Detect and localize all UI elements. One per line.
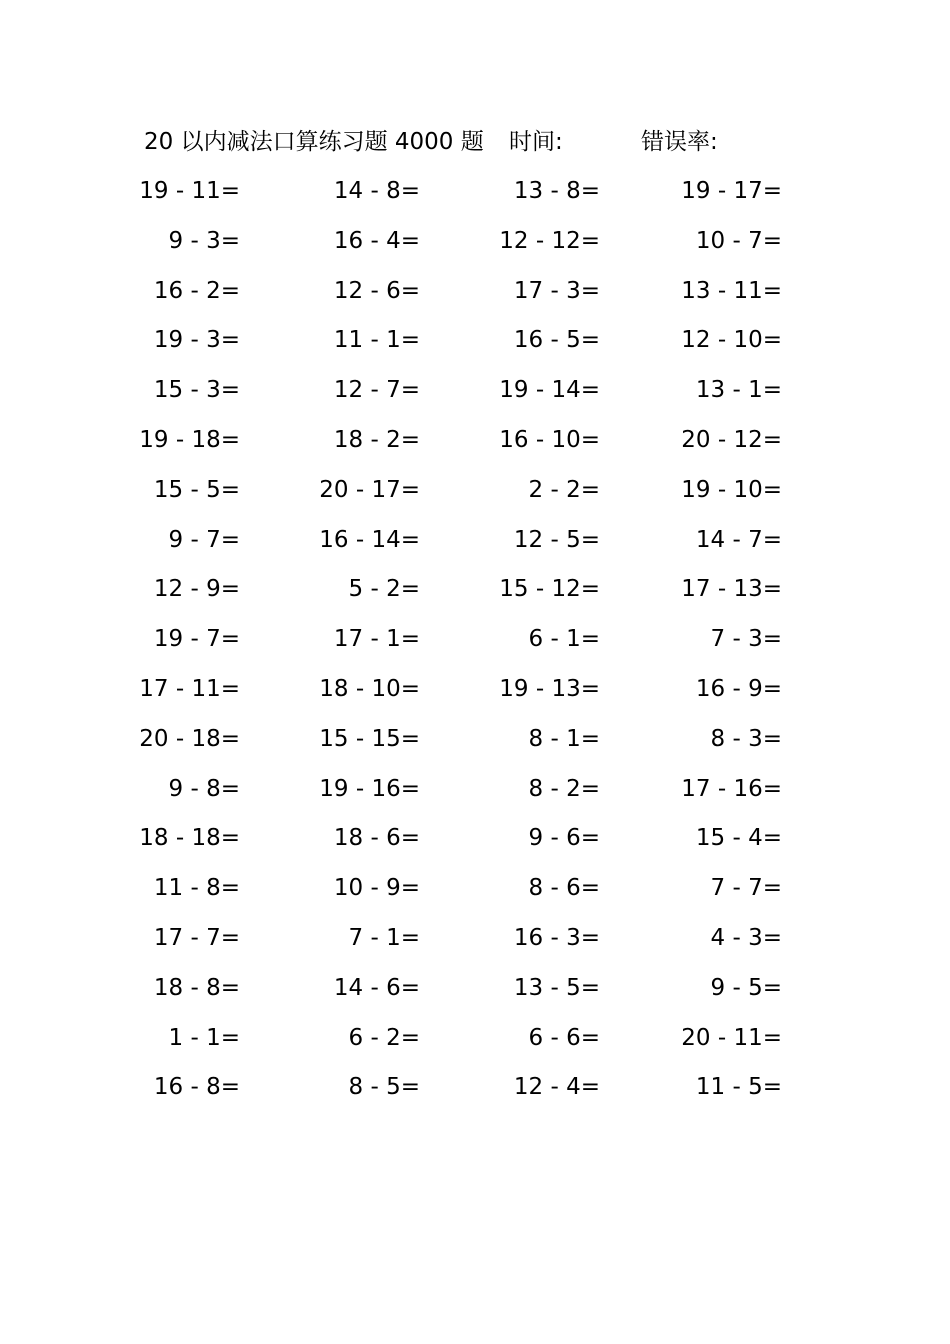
problem-row bbox=[0, 671, 950, 721]
subtraction-problem: 20 - 18= bbox=[139, 725, 240, 752]
subtraction-problem: 17 - 7= bbox=[153, 924, 240, 951]
subtraction-problem: 15 - 5= bbox=[153, 476, 240, 503]
subtraction-problem: 16 - 9= bbox=[695, 675, 782, 702]
problem-row bbox=[0, 372, 950, 422]
subtraction-problem: 9 - 3= bbox=[168, 227, 240, 254]
problem-row bbox=[0, 920, 950, 970]
subtraction-problem: 19 - 16= bbox=[319, 775, 420, 802]
subtraction-problem: 12 - 7= bbox=[333, 377, 420, 404]
problem-row bbox=[0, 522, 950, 572]
worksheet-header bbox=[0, 124, 950, 160]
subtraction-problem: 8 - 2= bbox=[528, 775, 600, 802]
problem-row bbox=[0, 472, 950, 522]
subtraction-problem: 16 - 3= bbox=[513, 924, 600, 951]
subtraction-problem: 16 - 5= bbox=[513, 327, 600, 354]
subtraction-problem: 6 - 2= bbox=[348, 1024, 420, 1051]
subtraction-problem: 18 - 8= bbox=[153, 974, 240, 1001]
subtraction-problem: 18 - 10= bbox=[319, 675, 420, 702]
subtraction-problem: 18 - 6= bbox=[333, 825, 420, 852]
problem-row bbox=[0, 721, 950, 771]
subtraction-problem: 12 - 5= bbox=[513, 526, 600, 553]
problem-row bbox=[0, 1069, 950, 1119]
subtraction-problem: 9 - 8= bbox=[168, 775, 240, 802]
subtraction-problem: 19 - 3= bbox=[153, 327, 240, 354]
subtraction-problem: 12 - 10= bbox=[681, 327, 782, 354]
subtraction-problem: 8 - 1= bbox=[528, 725, 600, 752]
subtraction-problem: 9 - 6= bbox=[528, 825, 600, 852]
problem-row bbox=[0, 223, 950, 273]
subtraction-problem: 17 - 3= bbox=[513, 277, 600, 304]
subtraction-problem: 17 - 16= bbox=[681, 775, 782, 802]
subtraction-problem: 19 - 17= bbox=[681, 178, 782, 204]
subtraction-problem: 19 - 7= bbox=[153, 626, 240, 653]
subtraction-problem: 16 - 2= bbox=[153, 277, 240, 304]
problem-row bbox=[0, 571, 950, 621]
subtraction-problem: 16 - 14= bbox=[319, 526, 420, 553]
problem-row bbox=[0, 422, 950, 472]
problem-row bbox=[0, 870, 950, 920]
subtraction-problem: 9 - 7= bbox=[168, 526, 240, 553]
subtraction-problem: 16 - 8= bbox=[153, 1074, 240, 1101]
subtraction-problem: 8 - 6= bbox=[528, 875, 600, 902]
subtraction-problem: 11 - 5= bbox=[695, 1074, 782, 1101]
subtraction-problem: 10 - 7= bbox=[695, 227, 782, 254]
subtraction-problem: 7 - 7= bbox=[710, 875, 782, 902]
subtraction-problem: 14 - 8= bbox=[333, 178, 420, 204]
problem-row bbox=[0, 820, 950, 870]
subtraction-problem: 12 - 4= bbox=[513, 1074, 600, 1101]
subtraction-problem: 7 - 3= bbox=[710, 626, 782, 653]
subtraction-problem: 13 - 8= bbox=[513, 178, 600, 204]
subtraction-problem: 19 - 11= bbox=[139, 178, 240, 204]
subtraction-problem: 12 - 9= bbox=[153, 576, 240, 603]
problem-row bbox=[0, 970, 950, 1020]
subtraction-problem: 11 - 8= bbox=[153, 875, 240, 902]
subtraction-problem: 20 - 17= bbox=[319, 476, 420, 503]
problem-row bbox=[0, 322, 950, 372]
subtraction-problem: 12 - 6= bbox=[333, 277, 420, 304]
subtraction-problem: 16 - 4= bbox=[333, 227, 420, 254]
error-rate-label: 错误率: bbox=[641, 129, 718, 155]
time-label: 时间: bbox=[509, 129, 563, 155]
subtraction-problem: 20 - 12= bbox=[681, 426, 782, 453]
subtraction-problem: 10 - 9= bbox=[333, 875, 420, 902]
subtraction-problem: 19 - 10= bbox=[681, 476, 782, 503]
subtraction-problem: 17 - 11= bbox=[139, 675, 240, 702]
problem-row bbox=[0, 273, 950, 323]
problem-row bbox=[0, 1020, 950, 1070]
subtraction-problem: 17 - 1= bbox=[333, 626, 420, 653]
subtraction-problem: 8 - 5= bbox=[348, 1074, 420, 1101]
subtraction-problem: 15 - 3= bbox=[153, 377, 240, 404]
subtraction-problem: 9 - 5= bbox=[710, 974, 782, 1001]
subtraction-problem: 15 - 12= bbox=[499, 576, 600, 603]
problem-row bbox=[0, 771, 950, 821]
subtraction-problem: 6 - 6= bbox=[528, 1024, 600, 1051]
problem-grid bbox=[0, 173, 950, 1119]
subtraction-problem: 8 - 3= bbox=[710, 725, 782, 752]
subtraction-problem: 13 - 5= bbox=[513, 974, 600, 1001]
subtraction-problem: 15 - 15= bbox=[319, 725, 420, 752]
subtraction-problem: 14 - 6= bbox=[333, 974, 420, 1001]
subtraction-problem: 12 - 12= bbox=[499, 227, 600, 254]
subtraction-problem: 19 - 18= bbox=[139, 426, 240, 453]
subtraction-problem: 17 - 13= bbox=[681, 576, 782, 603]
subtraction-problem: 2 - 2= bbox=[528, 476, 600, 503]
subtraction-problem: 4 - 3= bbox=[710, 924, 782, 951]
subtraction-problem: 18 - 2= bbox=[333, 426, 420, 453]
subtraction-problem: 1 - 1= bbox=[168, 1024, 240, 1051]
problem-row bbox=[0, 173, 950, 223]
subtraction-problem: 5 - 2= bbox=[348, 576, 420, 603]
subtraction-problem: 13 - 1= bbox=[695, 377, 782, 404]
problem-row bbox=[0, 621, 950, 671]
subtraction-problem: 6 - 1= bbox=[528, 626, 600, 653]
subtraction-problem: 11 - 1= bbox=[333, 327, 420, 354]
subtraction-problem: 15 - 4= bbox=[695, 825, 782, 852]
subtraction-problem: 18 - 18= bbox=[139, 825, 240, 852]
subtraction-problem: 19 - 14= bbox=[499, 377, 600, 404]
subtraction-problem: 19 - 13= bbox=[499, 675, 600, 702]
worksheet-title: 20 以内减法口算练习题 4000 题 bbox=[144, 129, 484, 155]
subtraction-problem: 7 - 1= bbox=[348, 924, 420, 951]
subtraction-problem: 14 - 7= bbox=[695, 526, 782, 553]
subtraction-problem: 13 - 11= bbox=[681, 277, 782, 304]
subtraction-problem: 20 - 11= bbox=[681, 1024, 782, 1051]
subtraction-problem: 16 - 10= bbox=[499, 426, 600, 453]
